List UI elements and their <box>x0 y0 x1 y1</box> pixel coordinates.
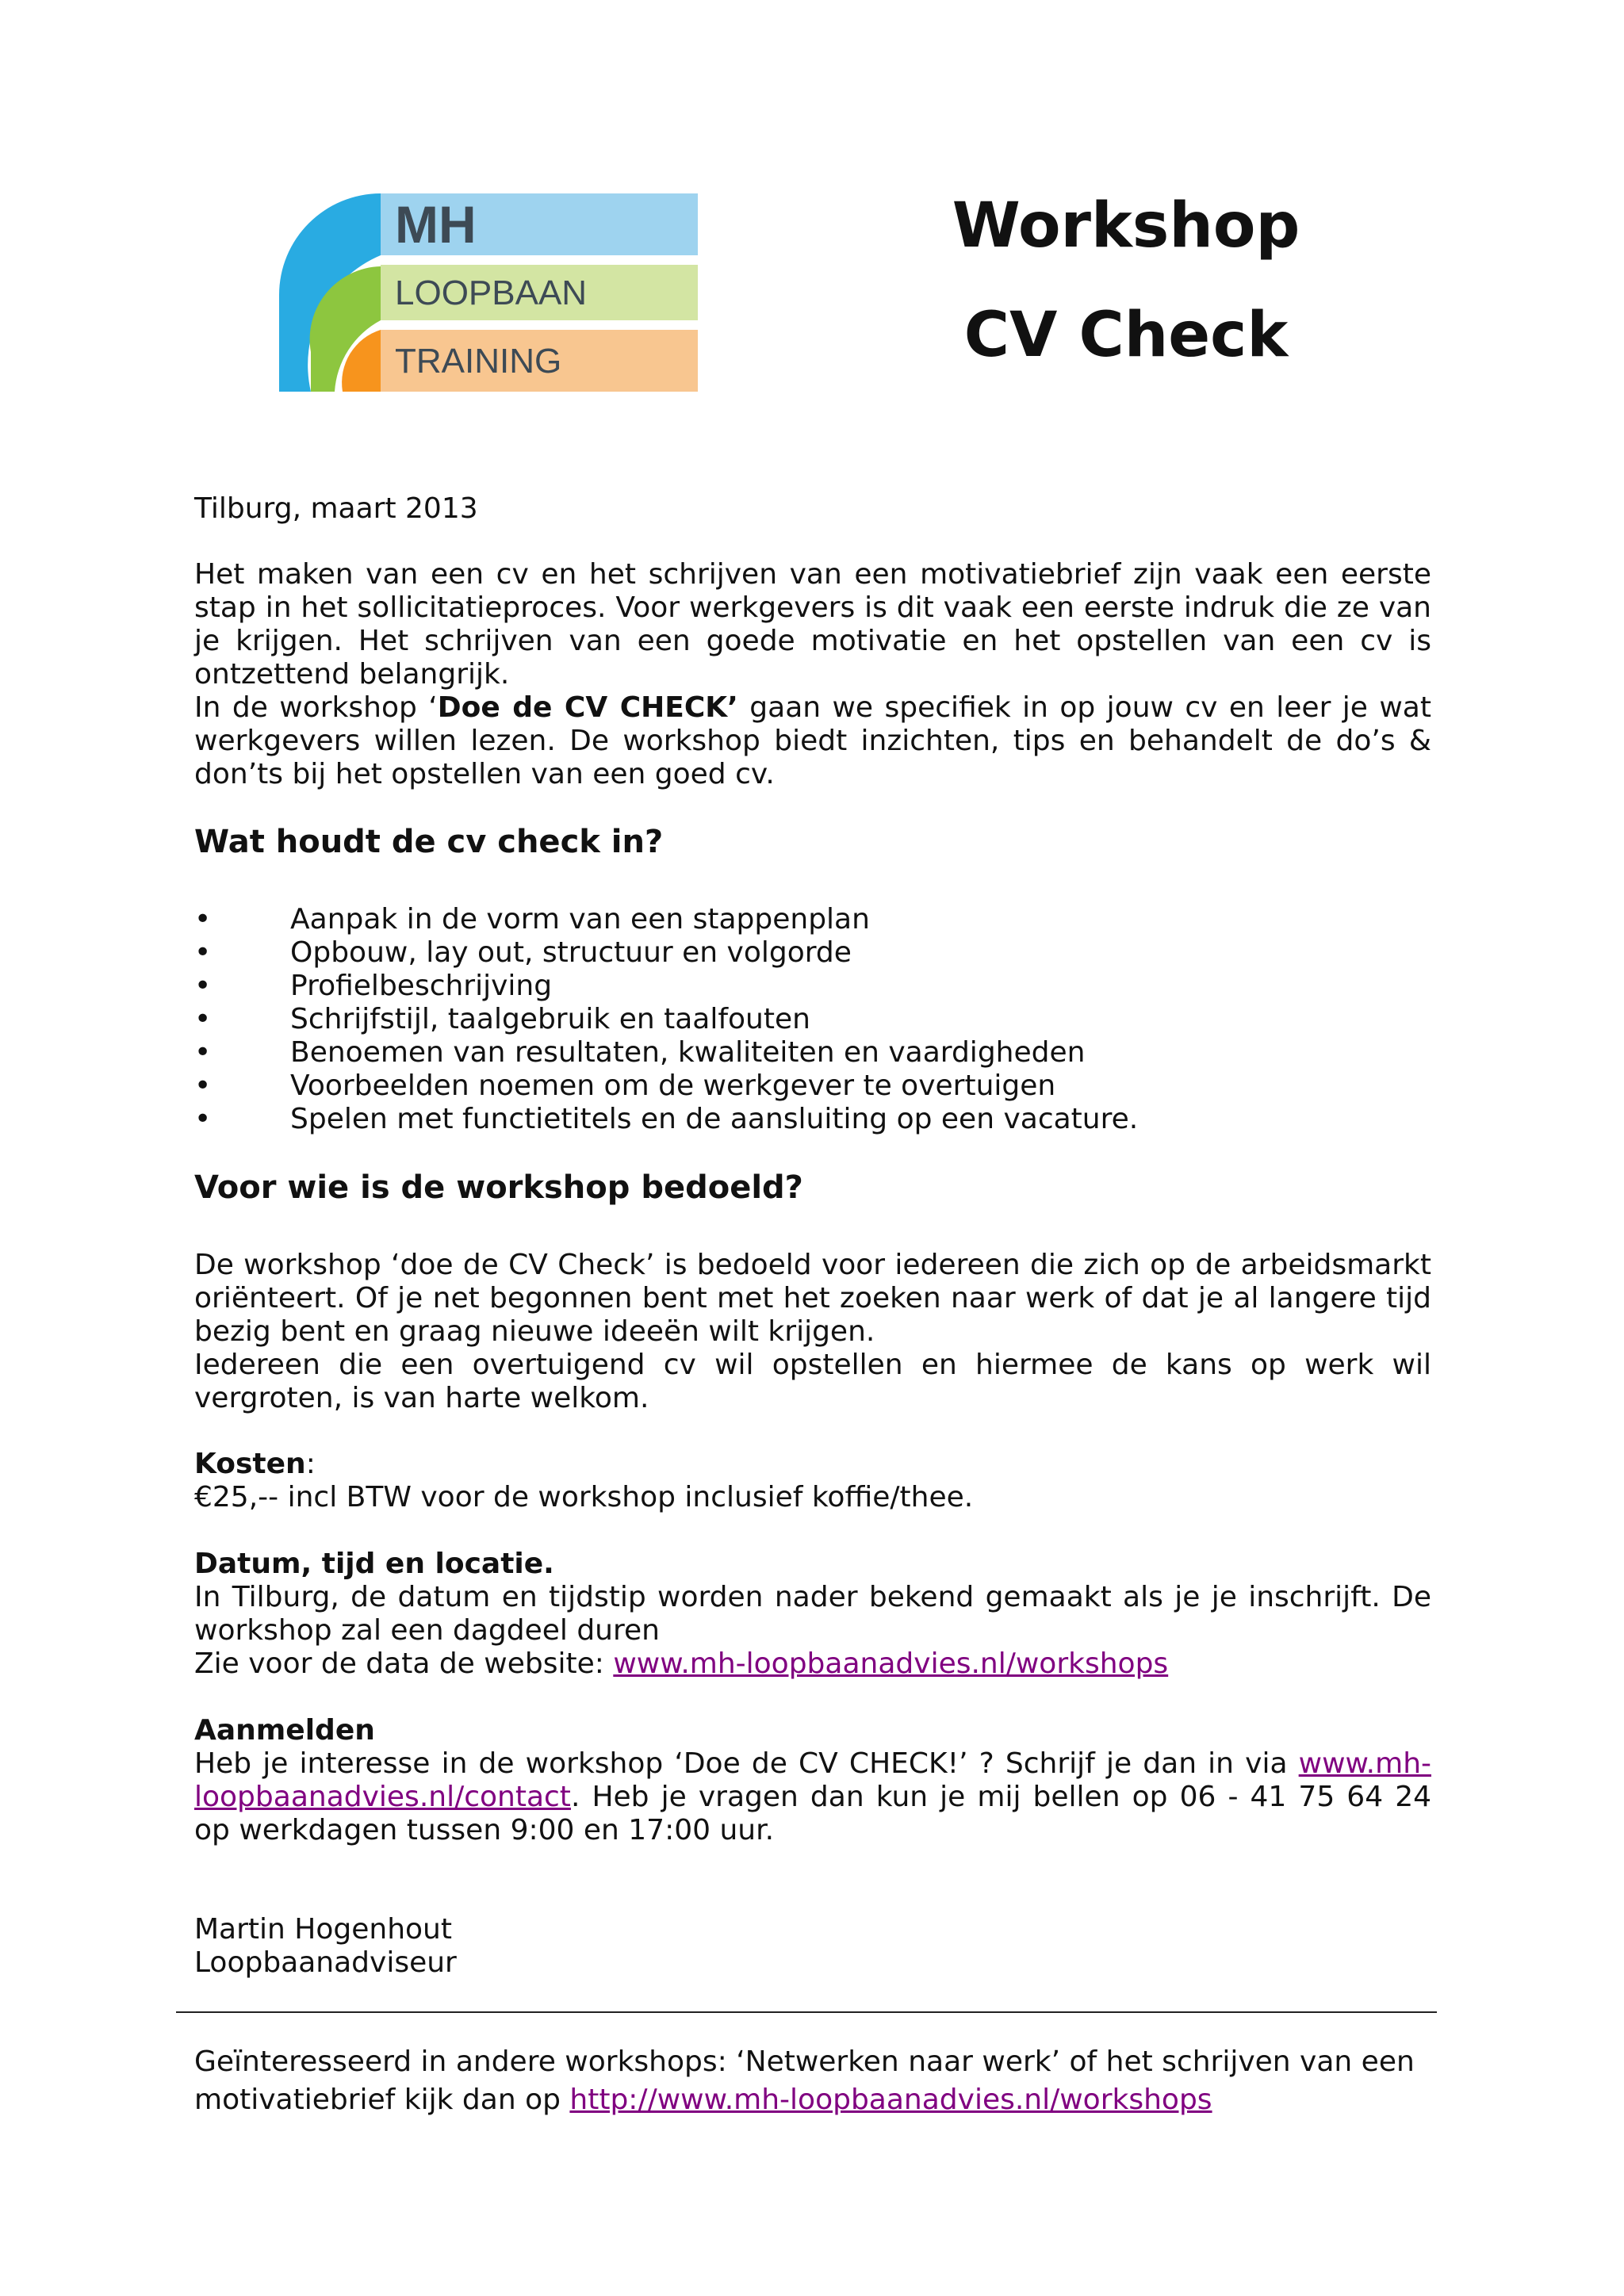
voor-wie-paragraph-2: Iedereen die een overtuigend cv wil opstellen en hiermee de kans op werk wil vergroten, is van harte welkom. <box>194 1349 1431 1414</box>
list-item-text: Schrijfstijl, taalgebruik en taalfouten <box>290 1003 810 1035</box>
contact-link[interactable]: www.mh-loopbaanadvies.nl/contact <box>194 1747 1431 1813</box>
bullet: • <box>194 903 212 936</box>
intro-paragraph-1: Het maken van een cv en het schrijven van een motivatiebrief zijn vaak een eerste stap in het sollicitatieproces. Voor werkgevers is dit vaak een eerste indruk die ze van je krijgen. Het schrijven van een goede motivatie en het opstellen van een cv is ontzettend belangrijk. <box>194 558 1431 691</box>
list-item <box>194 1036 1431 1070</box>
list-item-text: Spelen met functietitels en de aansluiting op een vacature. <box>290 1103 1139 1135</box>
bullet: • <box>194 1103 212 1135</box>
list-item <box>194 1070 1431 1103</box>
datum-website-line <box>194 1647 1431 1681</box>
aanmelden-text <box>194 1747 1431 1847</box>
logo-text-training: TRAINING <box>395 342 562 381</box>
signature-role: Loopbaanadviseur <box>194 1946 457 1979</box>
list-item <box>194 936 1431 970</box>
aanmelden-text-after: . Heb je vragen dan kun je mij bellen op 06 - 41 75 64 24 op werkdagen tussen 9:00 en 17:00 uur. <box>194 1781 1431 1846</box>
aanmelden-label-text: Aanmelden <box>194 1714 375 1747</box>
list-item-text: Profielbeschrijving <box>290 970 553 1002</box>
section-heading-voor-wie: Voor wie is de workshop bedoeld? <box>194 1169 803 1206</box>
intro-paragraph-2 <box>194 691 1431 791</box>
kosten-label-line <box>194 1448 1431 1481</box>
footer-text <box>194 2043 1431 2119</box>
datum-text: In Tilburg, de datum en tijdstip worden nader bekend gemaakt als je je inschrijft. De workshop zal een dagdeel duren <box>194 1581 1431 1647</box>
aanmelden-text-before: Heb je interesse in de workshop ‘Doe de CV CHECK!’ ? Schrijf je dan in via <box>194 1747 1299 1780</box>
bullet: • <box>194 1036 212 1069</box>
signature-name: Martin Hogenhout <box>194 1913 452 1946</box>
cv-check-list <box>194 903 1431 1136</box>
section-heading-cv-check: Wat houdt de cv check in? <box>194 824 664 860</box>
list-item <box>194 1003 1431 1036</box>
kosten-label: Kosten <box>194 1448 306 1480</box>
footer-workshops-link[interactable]: http://www.mh-loopbaanadvies.nl/workshops <box>569 2084 1212 2116</box>
intro-p2-before: In de workshop ‘ <box>194 691 438 724</box>
date-line: Tilburg, maart 2013 <box>194 492 478 525</box>
bullet: • <box>194 970 212 1002</box>
voor-wie-paragraph-1: De workshop ‘doe de CV Check’ is bedoeld voor iedereen die zich op de arbeidsmarkt oriënteert. Of je net begonnen bent met het zoeken naar werk of dat je al langere tijd bezig bent en graag nieuwe ideeën wilt krijgen. <box>194 1249 1431 1348</box>
aanmelden-label <box>194 1714 1431 1747</box>
list-item-text: Opbouw, lay out, structuur en volgorde <box>290 936 852 969</box>
title-workshop: Workshop <box>952 190 1300 262</box>
intro-p2-after: gaan we specifiek in op jouw cv en leer je wat werkgevers willen lezen. De workshop biedt inzichten, tips en behandelt de do’s & don’ts bij het opstellen van een goed cv. <box>194 691 1431 790</box>
footer-text-body: Geïnteresseerd in andere workshops: ‘Netwerken naar werk’ of het schrijven van een motivatiebrief kijk dan op <box>194 2045 1415 2116</box>
footer-divider <box>176 2011 1437 2013</box>
list-item <box>194 1103 1431 1136</box>
datum-website-prefix: Zie voor de data de website: <box>194 1647 614 1680</box>
kosten-text: €25,-- incl BTW voor de workshop inclusief koffie/thee. <box>194 1481 974 1513</box>
kosten-colon: : <box>305 1448 316 1480</box>
workshops-link[interactable]: www.mh-loopbaanadvies.nl/workshops <box>613 1647 1169 1680</box>
logo-text-mh: MH <box>395 195 477 254</box>
list-item-text: Benoemen van resultaten, kwaliteiten en vaardigheden <box>290 1036 1086 1069</box>
intro-p2-bold: Doe de CV CHECK’ <box>437 691 738 724</box>
bullet: • <box>194 1070 212 1102</box>
mh-loopbaan-training-logo <box>279 193 698 392</box>
title-cv-check: CV Check <box>963 300 1289 371</box>
datum-label-text: Datum, tijd en locatie. <box>194 1548 554 1580</box>
bullet: • <box>194 1003 212 1035</box>
logo-text-loopbaan: LOOPBAAN <box>395 274 588 312</box>
datum-label <box>194 1548 1431 1581</box>
list-item <box>194 970 1431 1003</box>
list-item-text: Aanpak in de vorm van een stappenplan <box>290 903 870 936</box>
bullet: • <box>194 936 212 969</box>
list-item <box>194 903 1431 936</box>
list-item-text: Voorbeelden noemen om de werkgever te overtuigen <box>290 1070 1056 1102</box>
